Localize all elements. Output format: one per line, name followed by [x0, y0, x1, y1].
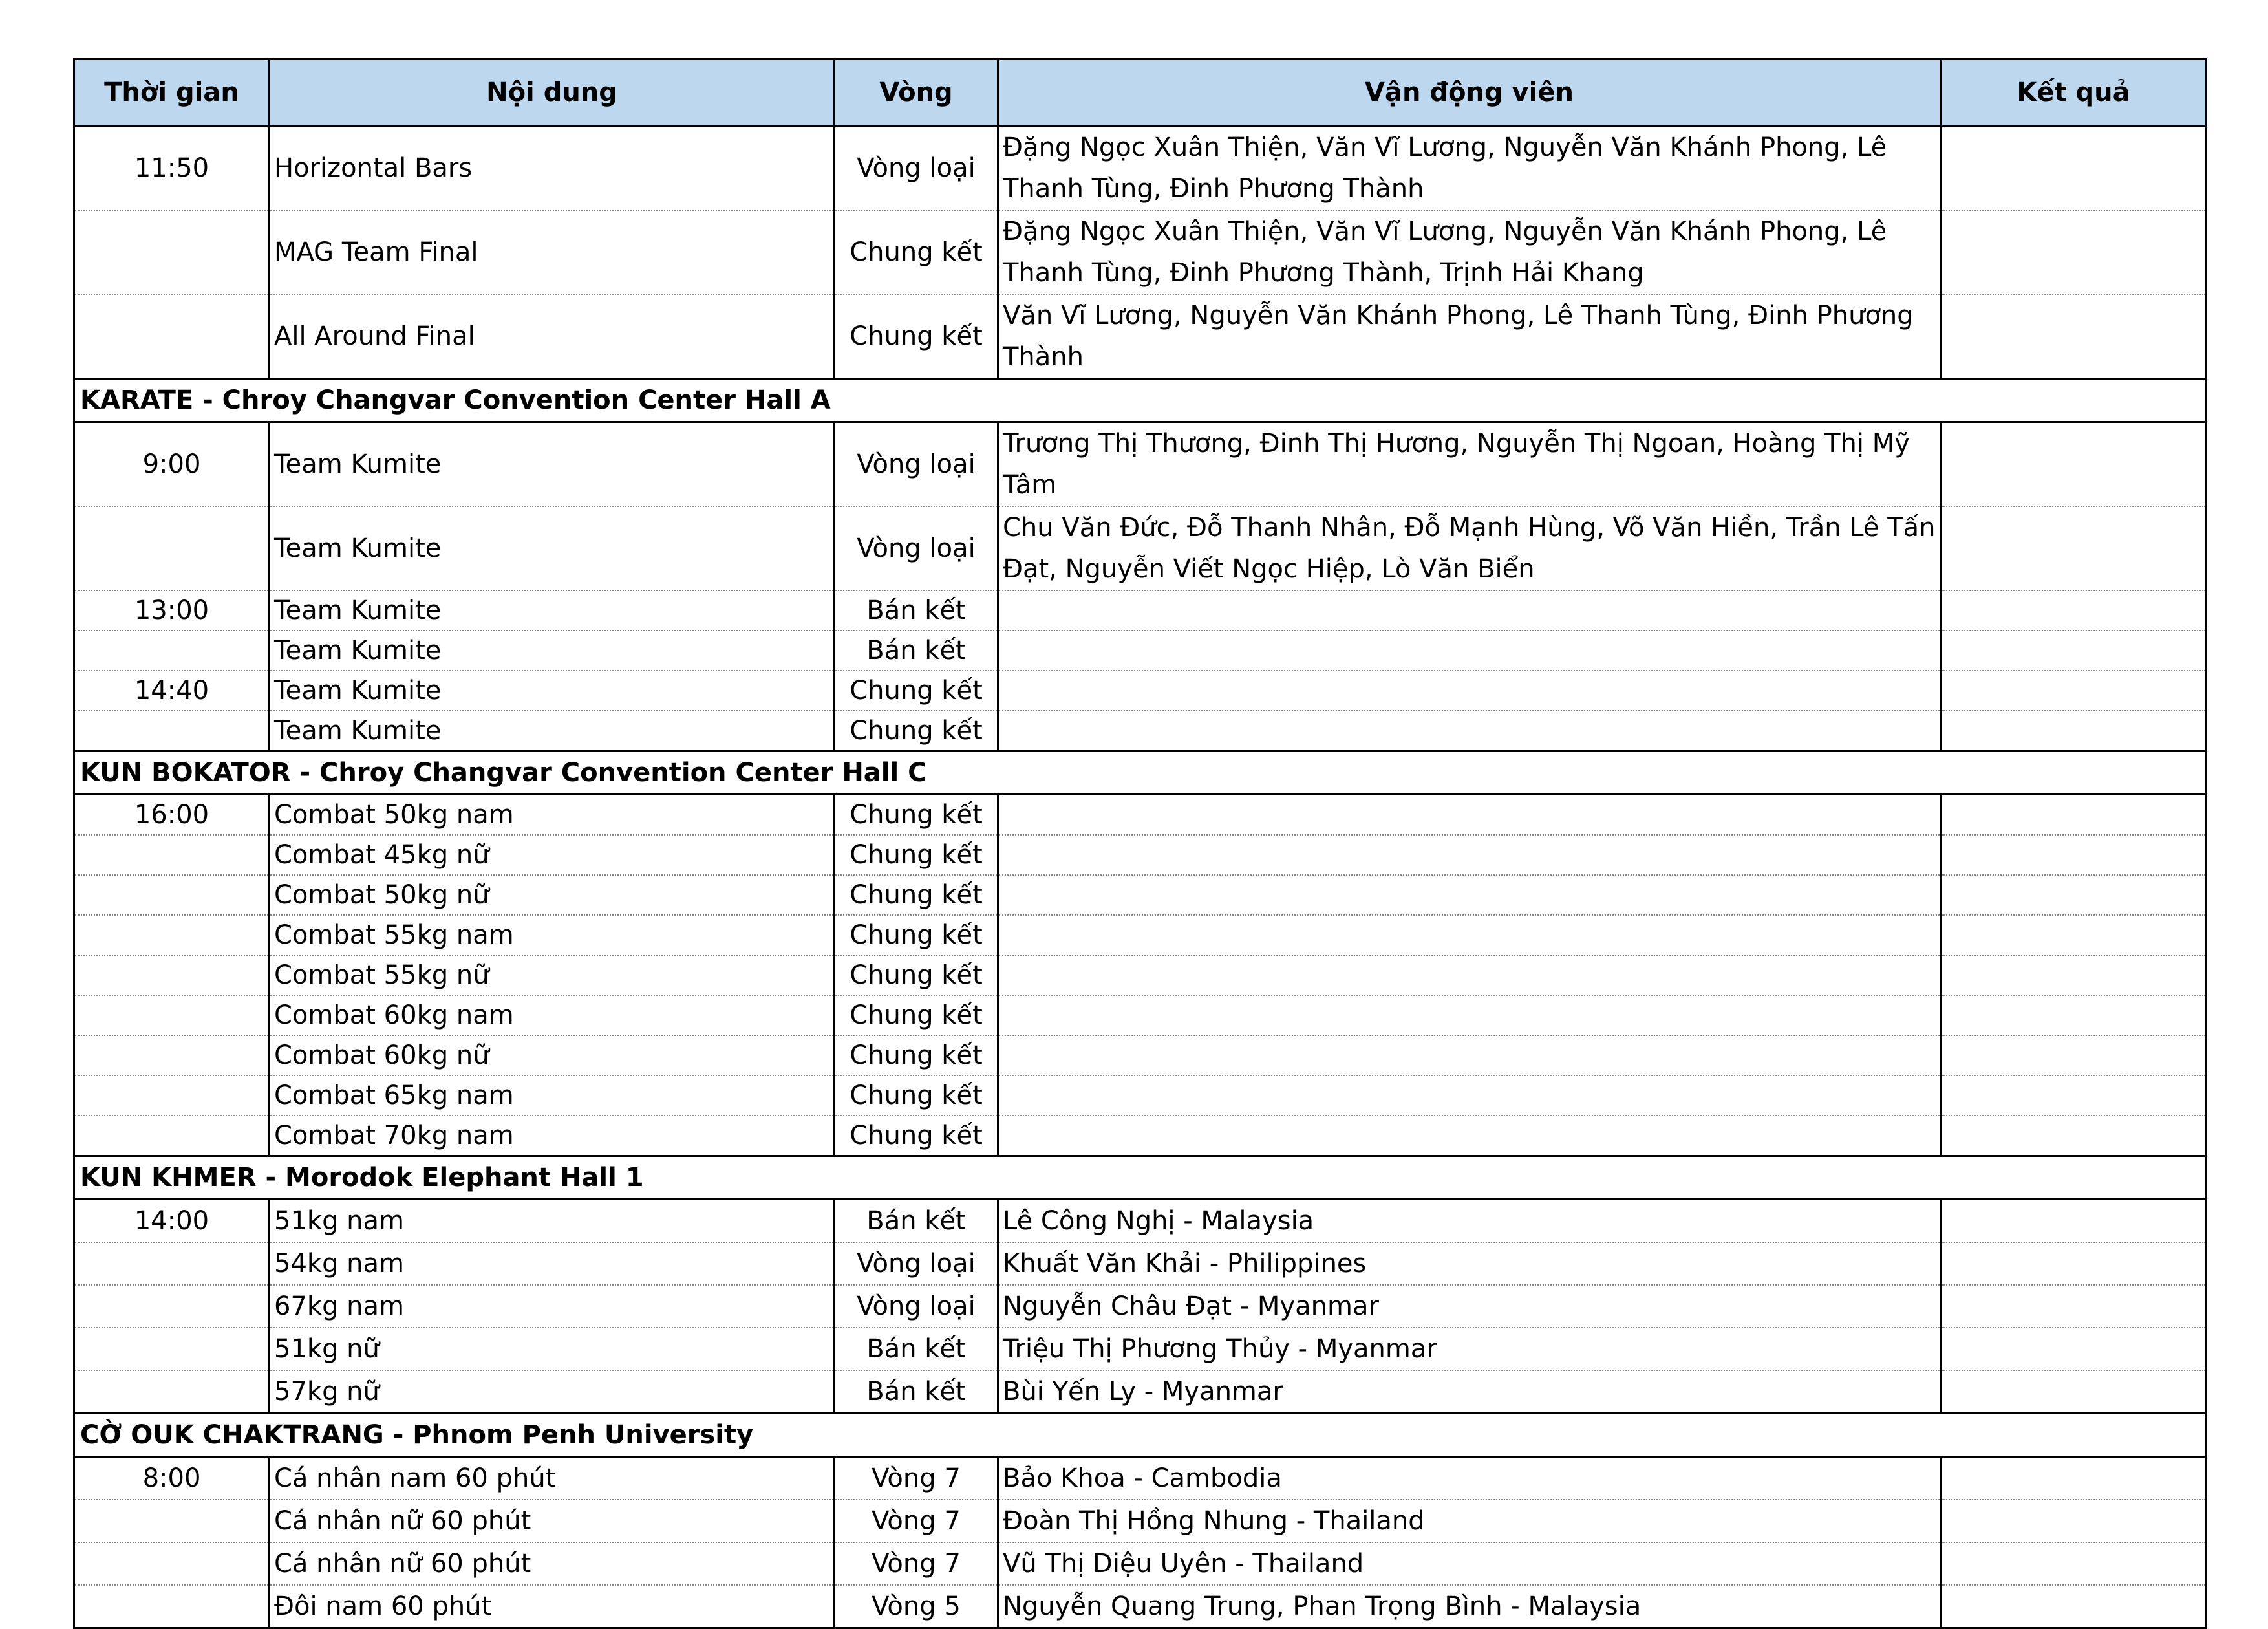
cell-time: 14:00 — [74, 1200, 270, 1243]
cell-time — [74, 1585, 270, 1628]
table-row — [74, 422, 2207, 507]
cell-athletes: Nguyễn Quang Trung, Phan Trọng Bình - Malaysia — [998, 1585, 1941, 1628]
cell-round: Bán kết — [835, 1370, 998, 1414]
cell-time: 8:00 — [74, 1457, 270, 1500]
cell-result — [1941, 835, 2207, 875]
cell-event: Team Kumite — [270, 590, 835, 631]
cell-athletes: Lê Công Nghị - Malaysia — [998, 1200, 1941, 1243]
cell-round: Vòng loại — [835, 506, 998, 590]
cell-time — [74, 1370, 270, 1414]
cell-event: Combat 55kg nữ — [270, 955, 835, 995]
cell-result — [1941, 1370, 2207, 1414]
cell-round: Vòng loại — [835, 126, 998, 211]
cell-event: Combat 60kg nữ — [270, 1035, 835, 1075]
table-row — [74, 1242, 2207, 1285]
table-row — [74, 955, 2207, 995]
cell-round: Vòng 5 — [835, 1585, 998, 1628]
cell-athletes — [998, 955, 1941, 995]
cell-result — [1941, 294, 2207, 379]
cell-event: All Around Final — [270, 294, 835, 379]
table-row — [74, 126, 2207, 211]
cell-event: Horizontal Bars — [270, 126, 835, 211]
section-header-row — [74, 1414, 2207, 1457]
cell-athletes — [998, 590, 1941, 631]
cell-round: Chung kết — [835, 995, 998, 1035]
cell-event: Cá nhân nữ 60 phút — [270, 1542, 835, 1585]
cell-event: 51kg nữ — [270, 1328, 835, 1370]
section-title: KUN BOKATOR - Chroy Changvar Convention Center Hall C — [74, 751, 2207, 795]
section-title: CỜ OUK CHAKTRANG - Phnom Penh University — [74, 1414, 2207, 1457]
cell-time — [74, 1328, 270, 1370]
cell-athletes: Triệu Thị Phương Thủy - Myanmar — [998, 1328, 1941, 1370]
table-row — [74, 590, 2207, 631]
cell-event: MAG Team Final — [270, 210, 835, 294]
header-time: Thời gian — [74, 59, 270, 126]
cell-round: Vòng 7 — [835, 1542, 998, 1585]
cell-time — [74, 1285, 270, 1328]
header-result: Kết quả — [1941, 59, 2207, 126]
cell-athletes: Khuất Văn Khải - Philippines — [998, 1242, 1941, 1285]
cell-round: Chung kết — [835, 875, 998, 915]
cell-athletes: Văn Vĩ Lương, Nguyễn Văn Khánh Phong, Lê Thanh Tùng, Đinh Phương Thành — [998, 294, 1941, 379]
cell-event: Combat 60kg nam — [270, 995, 835, 1035]
table-row — [74, 671, 2207, 711]
cell-event: Team Kumite — [270, 711, 835, 751]
cell-time — [74, 915, 270, 955]
cell-event: Team Kumite — [270, 671, 835, 711]
cell-time — [74, 1242, 270, 1285]
schedule-body — [74, 126, 2207, 1628]
cell-athletes: Nguyễn Châu Đạt - Myanmar — [998, 1285, 1941, 1328]
section-header-row — [74, 379, 2207, 422]
cell-event: Combat 50kg nữ — [270, 875, 835, 915]
cell-time — [74, 1542, 270, 1585]
cell-result — [1941, 955, 2207, 995]
cell-round: Chung kết — [835, 210, 998, 294]
cell-time: 13:00 — [74, 590, 270, 631]
cell-result — [1941, 1457, 2207, 1500]
table-row — [74, 1285, 2207, 1328]
cell-result — [1941, 1035, 2207, 1075]
cell-round: Chung kết — [835, 1075, 998, 1116]
table-row — [74, 1457, 2207, 1500]
table-row — [74, 210, 2207, 294]
table-row — [74, 835, 2207, 875]
cell-result — [1941, 795, 2207, 836]
header-round: Vòng — [835, 59, 998, 126]
cell-athletes — [998, 1035, 1941, 1075]
cell-round: Bán kết — [835, 1200, 998, 1243]
cell-result — [1941, 1075, 2207, 1116]
table-row — [74, 915, 2207, 955]
table-row — [74, 875, 2207, 915]
header-event: Nội dung — [270, 59, 835, 126]
cell-time — [74, 210, 270, 294]
table-row — [74, 1116, 2207, 1156]
cell-athletes — [998, 835, 1941, 875]
cell-event: Combat 65kg nam — [270, 1075, 835, 1116]
section-title: KARATE - Chroy Changvar Convention Center Hall A — [74, 379, 2207, 422]
table-row — [74, 1200, 2207, 1243]
cell-result — [1941, 590, 2207, 631]
table-row — [74, 711, 2207, 751]
cell-round: Chung kết — [835, 671, 998, 711]
cell-event: Đôi nam 60 phút — [270, 1585, 835, 1628]
cell-result — [1941, 1200, 2207, 1243]
table-row — [74, 1500, 2207, 1542]
cell-result — [1941, 711, 2207, 751]
cell-round: Chung kết — [835, 795, 998, 836]
cell-result — [1941, 671, 2207, 711]
cell-event: Cá nhân nữ 60 phút — [270, 1500, 835, 1542]
cell-round: Bán kết — [835, 1328, 998, 1370]
cell-result — [1941, 875, 2207, 915]
cell-event: Team Kumite — [270, 631, 835, 671]
table-row — [74, 1328, 2207, 1370]
cell-athletes: Đoàn Thị Hồng Nhung - Thailand — [998, 1500, 1941, 1542]
table-row — [74, 795, 2207, 836]
cell-round: Chung kết — [835, 1116, 998, 1156]
cell-time — [74, 875, 270, 915]
cell-event: 51kg nam — [270, 1200, 835, 1243]
cell-time — [74, 1116, 270, 1156]
cell-time — [74, 711, 270, 751]
header-athletes: Vận động viên — [998, 59, 1941, 126]
schedule-table — [73, 58, 2207, 1629]
cell-event: 67kg nam — [270, 1285, 835, 1328]
cell-event: Combat 45kg nữ — [270, 835, 835, 875]
cell-time: 14:40 — [74, 671, 270, 711]
cell-event: Cá nhân nam 60 phút — [270, 1457, 835, 1500]
cell-event: 57kg nữ — [270, 1370, 835, 1414]
cell-result — [1941, 1328, 2207, 1370]
cell-time: 16:00 — [74, 795, 270, 836]
cell-time — [74, 506, 270, 590]
cell-athletes: Vũ Thị Diệu Uyên - Thailand — [998, 1542, 1941, 1585]
cell-round: Vòng loại — [835, 422, 998, 507]
cell-result — [1941, 422, 2207, 507]
cell-round: Chung kết — [835, 711, 998, 751]
cell-event: Team Kumite — [270, 506, 835, 590]
cell-round: Chung kết — [835, 294, 998, 379]
cell-time — [74, 1075, 270, 1116]
table-row — [74, 995, 2207, 1035]
table-row — [74, 1585, 2207, 1628]
cell-athletes — [998, 795, 1941, 836]
cell-round: Chung kết — [835, 1035, 998, 1075]
cell-athletes: Trương Thị Thương, Đinh Thị Hương, Nguyễn Thị Ngoan, Hoàng Thị Mỹ Tâm — [998, 422, 1941, 507]
cell-athletes: Đặng Ngọc Xuân Thiện, Văn Vĩ Lương, Nguyễn Văn Khánh Phong, Lê Thanh Tùng, Đinh Phương Thành, Trịnh Hải Khang — [998, 210, 1941, 294]
table-row — [74, 1542, 2207, 1585]
table-row — [74, 1075, 2207, 1116]
cell-round: Vòng loại — [835, 1285, 998, 1328]
cell-event: 54kg nam — [270, 1242, 835, 1285]
cell-time: 9:00 — [74, 422, 270, 507]
cell-result — [1941, 995, 2207, 1035]
cell-time — [74, 955, 270, 995]
cell-athletes — [998, 875, 1941, 915]
cell-round: Vòng loại — [835, 1242, 998, 1285]
cell-result — [1941, 1585, 2207, 1628]
cell-time — [74, 995, 270, 1035]
cell-round: Chung kết — [835, 835, 998, 875]
cell-result — [1941, 1242, 2207, 1285]
cell-athletes — [998, 711, 1941, 751]
cell-athletes: Bùi Yến Ly - Myanmar — [998, 1370, 1941, 1414]
cell-event: Team Kumite — [270, 422, 835, 507]
cell-athletes — [998, 671, 1941, 711]
cell-result — [1941, 210, 2207, 294]
cell-time — [74, 294, 270, 379]
cell-round: Bán kết — [835, 631, 998, 671]
cell-result — [1941, 1116, 2207, 1156]
cell-round: Chung kết — [835, 915, 998, 955]
table-row — [74, 294, 2207, 379]
cell-athletes — [998, 915, 1941, 955]
cell-time — [74, 1500, 270, 1542]
cell-time — [74, 631, 270, 671]
cell-athletes — [998, 1116, 1941, 1156]
cell-result — [1941, 915, 2207, 955]
cell-result — [1941, 1500, 2207, 1542]
header-row — [74, 59, 2207, 126]
cell-time — [74, 1035, 270, 1075]
table-row — [74, 1370, 2207, 1414]
cell-result — [1941, 631, 2207, 671]
cell-round: Vòng 7 — [835, 1500, 998, 1542]
cell-result — [1941, 1542, 2207, 1585]
cell-round: Chung kết — [835, 955, 998, 995]
cell-round: Vòng 7 — [835, 1457, 998, 1500]
cell-athletes: Bảo Khoa - Cambodia — [998, 1457, 1941, 1500]
table-row — [74, 631, 2207, 671]
cell-athletes — [998, 631, 1941, 671]
cell-round: Bán kết — [835, 590, 998, 631]
cell-event: Combat 50kg nam — [270, 795, 835, 836]
cell-result — [1941, 506, 2207, 590]
cell-time — [74, 835, 270, 875]
section-header-row — [74, 1156, 2207, 1200]
section-title: KUN KHMER - Morodok Elephant Hall 1 — [74, 1156, 2207, 1200]
table-row — [74, 1035, 2207, 1075]
cell-result — [1941, 1285, 2207, 1328]
section-header-row — [74, 751, 2207, 795]
cell-athletes: Chu Văn Đức, Đỗ Thanh Nhân, Đỗ Mạnh Hùng, Võ Văn Hiền, Trần Lê Tấn Đạt, Nguyễn Viết Ngọc Hiệp, Lò Văn Biển — [998, 506, 1941, 590]
cell-result — [1941, 126, 2207, 211]
cell-event: Combat 55kg nam — [270, 915, 835, 955]
cell-athletes: Đặng Ngọc Xuân Thiện, Văn Vĩ Lương, Nguyễn Văn Khánh Phong, Lê Thanh Tùng, Đinh Phương Thành — [998, 126, 1941, 211]
cell-time: 11:50 — [74, 126, 270, 211]
cell-athletes — [998, 1075, 1941, 1116]
cell-athletes — [998, 995, 1941, 1035]
cell-event: Combat 70kg nam — [270, 1116, 835, 1156]
table-row — [74, 506, 2207, 590]
